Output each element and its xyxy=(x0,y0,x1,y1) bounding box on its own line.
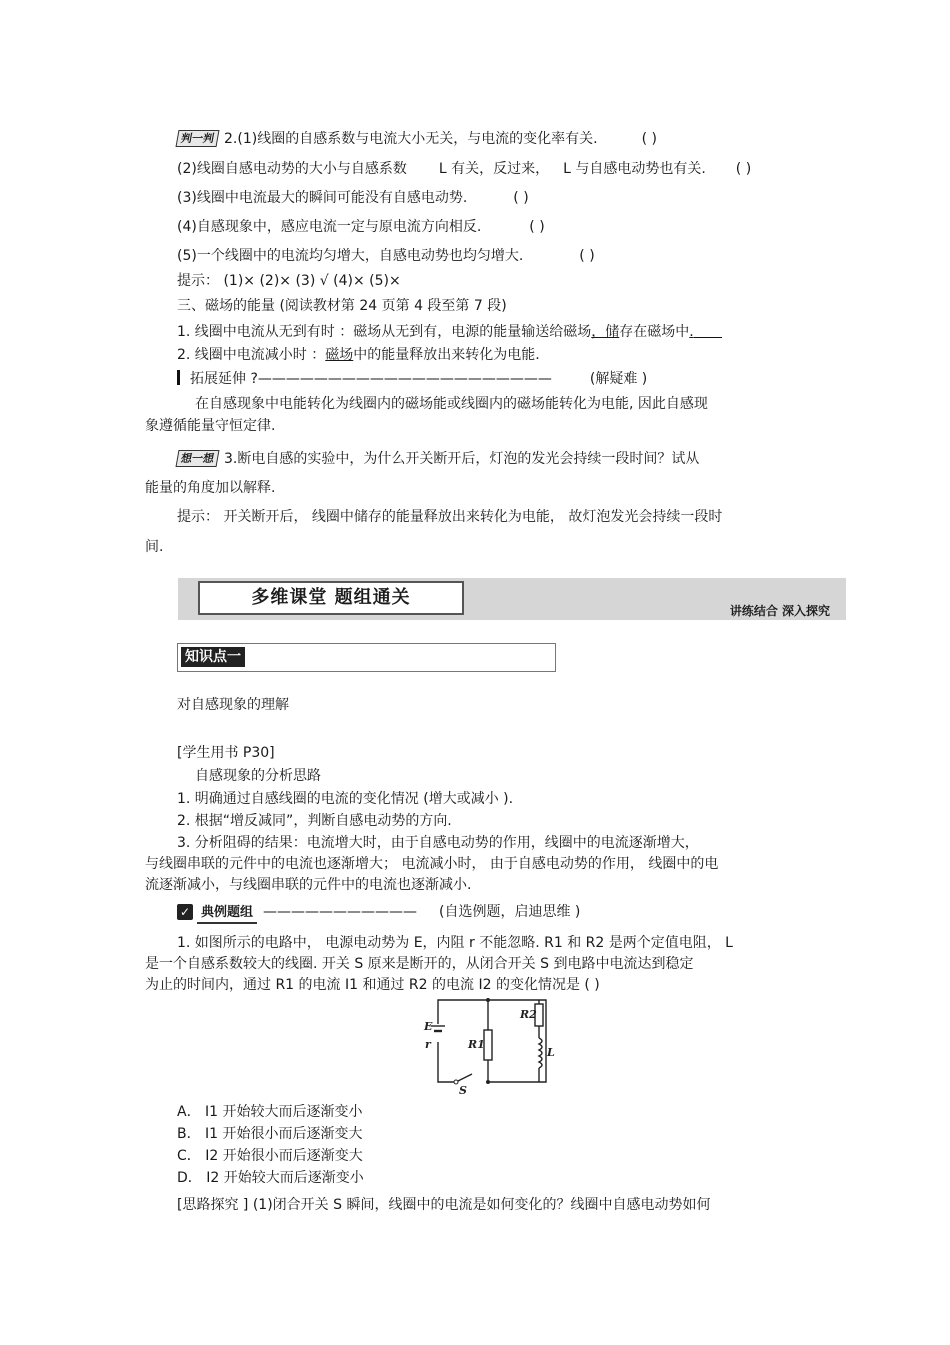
example-header: ✓ 典例题组 ——————————— (自选例题，启迪思维 ) xyxy=(177,903,580,924)
example-question-line-2: 是一个自感系数较大的线圈. 开关 S 原来是断开的，从闭合开关 S 到电路中电流达到稳定 xyxy=(145,956,694,972)
analysis-step-2: 2. 根据“增反减同”，判断自感电动势的方向. xyxy=(177,813,452,829)
analysis-intro: 自感现象的分析思路 xyxy=(195,768,321,784)
circuit-diagram xyxy=(420,996,560,1096)
circuit-label-r: r xyxy=(425,1038,431,1051)
example-tag: 典例题组 xyxy=(197,904,257,924)
knowledge-point-tag: 知识点一 xyxy=(181,647,245,667)
knowledge-title: 对自感现象的理解 xyxy=(177,697,289,713)
analysis-step-1: 1. 明确通过自感线圈的电流的变化情况 (增大或减小 ). xyxy=(177,791,514,807)
section-3-item-1: 1. 线圈中电流从无到有时 ：磁场从无到有，电源的能量输送给磁场，储存在磁场中. xyxy=(177,323,722,341)
judge-hint: 提示： (1)× (2)× (3) √ (4)× (5)× xyxy=(177,273,401,289)
judge-badge: 判一判 xyxy=(176,130,220,147)
circuit-label-R1: R1 xyxy=(468,1038,485,1051)
check-icon: ✓ xyxy=(177,904,193,920)
circuit-label-S: S xyxy=(459,1084,467,1096)
judge-line-3: (3)线圈中电流最大的瞬间可能没有自感电动势. ( ) xyxy=(177,190,529,206)
analysis-step-3-line-1: 3. 分析阻碍的结果：电流增大时，由于自感电动势的作用，线圈中的电流逐渐增大， xyxy=(177,835,699,851)
example-question-line-3: 为止的时间内，通过 R1 的电流 I1 和通过 R2 的电流 I2 的变化情况是 ( ) xyxy=(145,977,600,993)
extend-header: 拓展延伸 ?————————————————————— (解疑难 ) xyxy=(177,370,647,388)
example-question-line-1: 1. 如图所示的电路中， 电源电动势为 E，内阻 r 不能忽略. R1 和 R2 是两个定值电阻， L xyxy=(177,935,733,951)
section-3-item-2: 2. 线圈中电流减小时 ：磁场中的能量释放出来转化为电能. xyxy=(177,347,540,363)
analysis-step-3-line-3: 流逐渐减小，与线圈串联的元件中的电流也逐渐减小. xyxy=(145,877,472,893)
judge-line-2: (2)线圈自感电动势的大小与自感系数 L 有关，反过来， L 与自感电动势也有关. ( ) xyxy=(177,161,752,177)
circuit-label-E: E xyxy=(424,1020,433,1033)
circuit-label-L: L xyxy=(547,1046,555,1059)
option-b: B． I1 开始很小而后逐渐变大 xyxy=(177,1126,363,1142)
banner-title: 多维课堂 题组通关 xyxy=(198,581,464,615)
think-hint-line-2: 间. xyxy=(145,539,164,555)
banner-subtitle: 讲练结合 深入探究 xyxy=(729,604,830,618)
think-question-line-1: 想一想 3.断电自感的实验中，为什么开关断开后，灯泡的发光会持续一段时间？试从 xyxy=(177,450,699,468)
judge-line-1: 判一判 2.(1)线圈的自感系数与电流大小无关，与电流的变化率有关. ( ) xyxy=(177,130,657,148)
option-a: A． I1 开始较大而后逐渐变小 xyxy=(177,1104,363,1120)
analysis-step-3-line-2: 与线圈串联的元件中的电流也逐渐增大； 电流减小时， 由于自感电动势的作用， 线圈中的电 xyxy=(145,856,719,872)
knowledge-point-box xyxy=(177,643,556,672)
think-question-line-2: 能量的角度加以解释. xyxy=(145,480,276,496)
extend-bar xyxy=(177,370,180,385)
section-3-title: 三、磁场的能量 (阅读教材第 24 页第 4 段至第 7 段) xyxy=(177,298,507,314)
option-d: D． I2 开始较大而后逐渐变小 xyxy=(177,1170,364,1186)
judge-line-4: (4)自感现象中，感应电流一定与原电流方向相反. ( ) xyxy=(177,219,545,235)
think-badge: 想一想 xyxy=(176,450,220,467)
extend-line-1: 在自感现象中电能转化为线圈内的磁场能或线圈内的磁场能转化为电能, 因此自感现 xyxy=(195,396,708,412)
extend-line-2: 象遵循能量守恒定律. xyxy=(145,418,276,434)
option-c: C． I2 开始很小而后逐渐变大 xyxy=(177,1148,363,1164)
circuit-label-R2: R2 xyxy=(520,1008,537,1021)
section-banner xyxy=(178,578,846,620)
think-hint-line-1: 提示： 开关断开后， 线圈中储存的能量释放出来转化为电能， 故灯泡发光会持续一段时 xyxy=(177,509,723,525)
judge-line-5: (5)一个线圈中的电流均匀增大，自感电动势也均匀增大. ( ) xyxy=(177,248,595,264)
explore-line: [思路探究 ] (1)闭合开关 S 瞬间，线圈中的电流是如何变化的？线圈中自感电动势如何 xyxy=(177,1197,711,1213)
student-book-ref: [学生用书 P30] xyxy=(177,745,275,761)
